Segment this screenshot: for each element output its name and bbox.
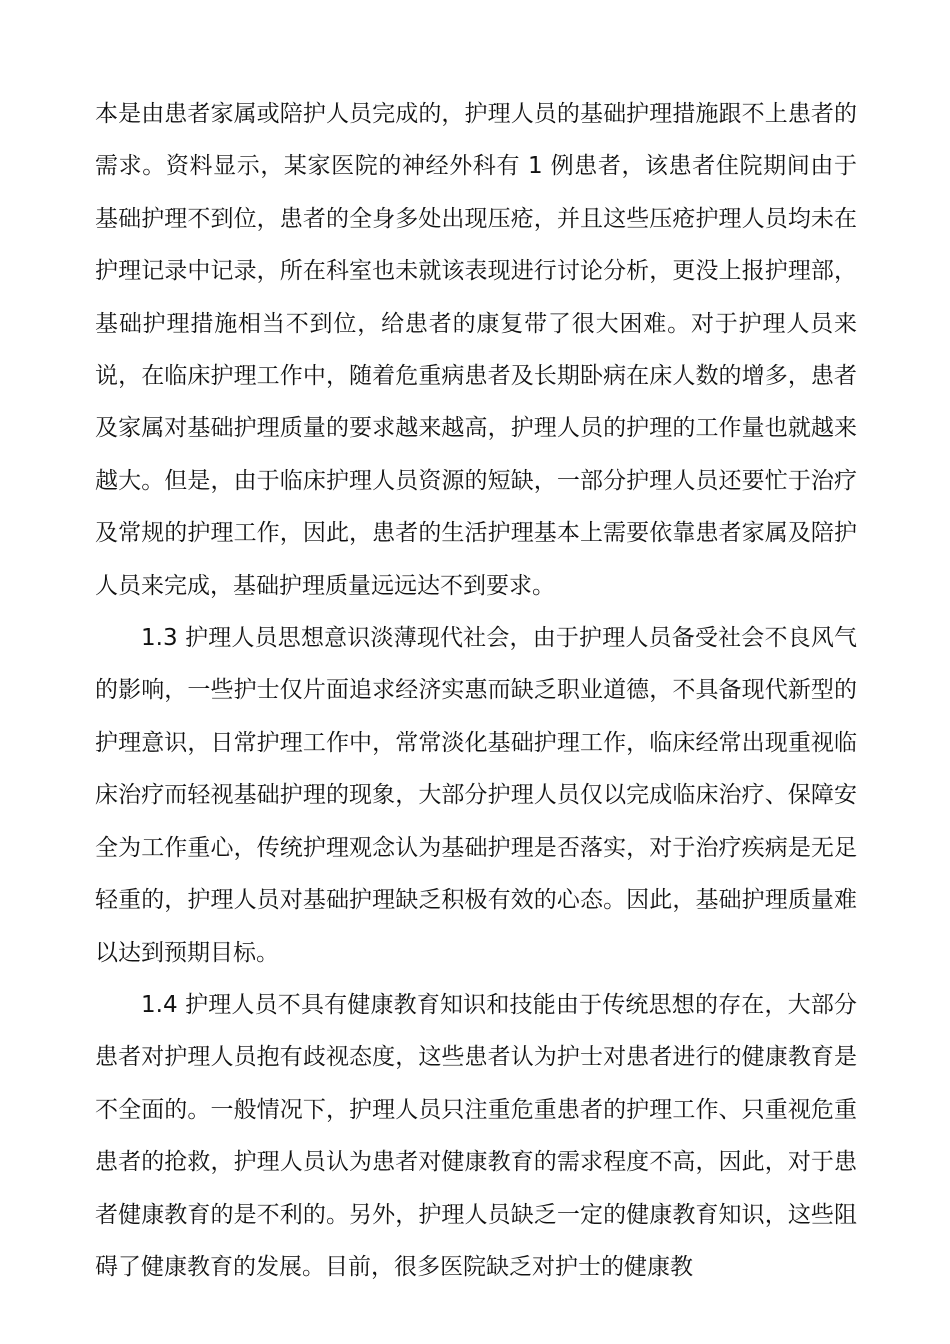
paragraph-section-1-3: 1.3 护理人员思想意识淡薄现代社会，由于护理人员备受社会不良风气的影响，一些护士仅片面追求经济实惠而缺乏职业道德，不具备现代新型的护理意识，日常护理工作中，常常淡化基础护理工作，临床经常出现重视临床治疗而轻视基础护理的现象，大部分护理人员仅以完成临床治疗、保障安全为工作重心，传统护理观念认为基础护理是否落实，对于治疗疾病是无足轻重的，护理人员对基础护理缺乏积极有效的心态。因此，基础护理质量难以达到预期目标。: [95, 625, 857, 966]
paragraph-section-1-4: 1.4 护理人员不具有健康教育知识和技能由于传统思想的存在，大部分患者对护理人员抱有歧视态度，这些患者认为护士对患者进行的健康教育是不全面的。一般情况下，护理人员只注重危重患者的护理工作、只重视危重患者的抢救，护理人员认为患者对健康教育的需求程度不高，因此，对于患者健康教育的是不利的。另外，护理人员缺乏一定的健康教育知识，这些阻碍了健康教育的发展。目前，很多医院缺乏对护士的健康教: [95, 991, 857, 1280]
document-body: [95, 88, 857, 1293]
paragraph-continuation: 本是由患者家属或陪护人员完成的，护理人员的基础护理措施跟不上患者的需求。资料显示，某家医院的神经外科有 1 例患者，该患者住院期间由于基础护理不到位，患者的全身多处出现压疮，并且这些压疮护理人员均未在护理记录中记录，所在科室也未就该表现进行讨论分析，更没上报护理部，基础护理措施相当不到位，给患者的康复带了很大困难。对于护理人员来说，在临床护理工作中，随着危重病患者及长期卧病在床人数的增多，患者及家属对基础护理质量的要求越来越高，护理人员的护理的工作量也就越来越大。但是，由于临床护理人员资源的短缺，一部分护理人员还要忙于治疗及常规的护理工作，因此，患者的生活护理基本上需要依靠患者家属及陪护人员来完成，基础护理质量远远达不到要求。: [95, 101, 857, 599]
